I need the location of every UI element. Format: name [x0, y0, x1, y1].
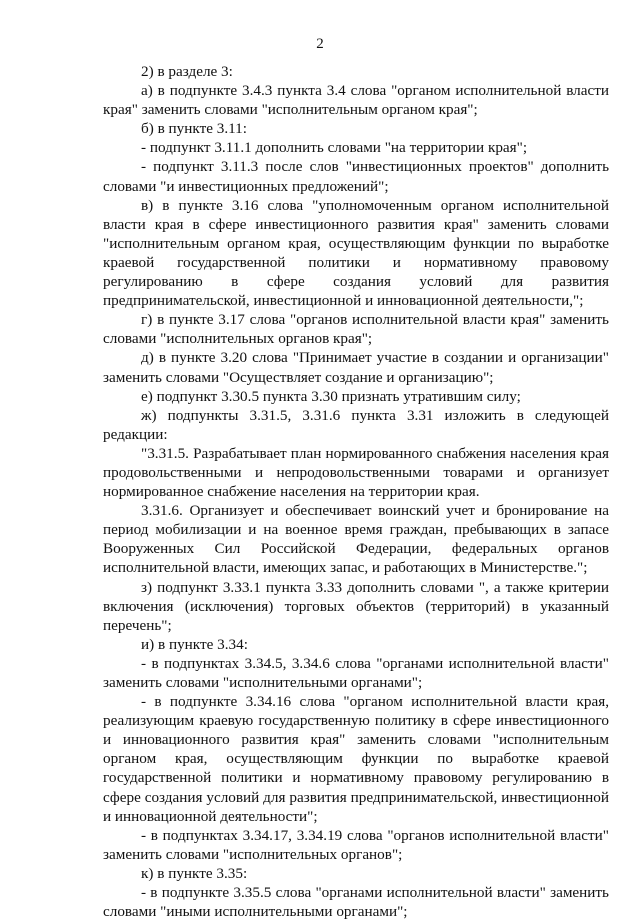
paragraph: ж) подпункты 3.31.5, 3.31.6 пункта 3.31 изложить в следующей редакции: [103, 406, 609, 443]
paragraph: а) в подпункте 3.4.3 пункта 3.4 слова "органом исполнительной власти края" заменить словами "исполнительным органом края"; [103, 82, 609, 119]
paragraph: в) в пункте 3.16 слова "уполномоченным органом исполнительной власти края в сфере инвестиционного развития края" заменить словами "исполнительным органом края, осуществляющим функции по выработке краевой государственной политики и нормативному правовому регулированию в сфере создания условий для развития предпринимательской, инвестиционной и инновационной деятельности,"; [103, 196, 609, 310]
paragraph: - в подпунктах 3.34.17, 3.34.19 слова "органов исполнительной власти" заменить словами "исполнительных органов"; [103, 826, 609, 863]
paragraph: "3.31.5. Разрабатывает план нормированного снабжения населения края продовольственными и непродовольственными товарами и организует нормированное снабжение населения на территории края. [103, 444, 609, 501]
paragraph: 3.31.6. Организует и обеспечивает воинский учет и бронирование на период мобилизации и на военное время граждан, пребывающих в запасе Вооруженных Сил Российской Федерации, федеральных органов исполнительной власти, имеющих запас, и работающих в Министерстве."; [103, 502, 609, 577]
paragraph: б) в пункте 3.11: [141, 120, 247, 138]
paragraph: - в подпунктах 3.34.5, 3.34.6 слова "органами исполнительной власти" заменить словами "исполнительными органами"; [103, 654, 609, 691]
paragraph: - подпункт 3.11.3 после слов "инвестиционных проектов" дополнить словами "и инвестиционных предложений"; [103, 158, 609, 195]
paragraph: 2) в разделе 3: [141, 63, 233, 80]
paragraph: - в подпункте 3.35.5 слова "органами исполнительной власти" заменить словами "иными исполнительными органами"; [103, 884, 609, 921]
paragraph: и) в пункте 3.34: [141, 635, 248, 653]
paragraph: д) в пункте 3.20 слова "Принимает участие в создании и организации" заменить словами "Осуществляет создание и организацию"; [103, 349, 609, 386]
document-body [103, 62, 609, 921]
page-number: 2 [316, 36, 324, 52]
paragraph: е) подпункт 3.30.5 пункта 3.30 признать утратившим силу; [141, 387, 521, 405]
paragraph: - подпункт 3.11.1 дополнить словами "на территории края"; [141, 139, 528, 157]
paragraph: - в подпункте 3.34.16 слова "органом исполнительной власти края, реализующим краевую государственную политику в сфере инвестиционного и инновационного развития края" заменить словами "исполнительным органом края, осуществляющим функции по выработке краевой государственной политики и нормативному правовому регулированию в сфере создания условий для развития предпринимательской, инвестиционной и инновационной деятельности"; [103, 693, 609, 825]
paragraph: к) в пункте 3.35: [141, 864, 248, 882]
paragraph: з) подпункт 3.33.1 пункта 3.33 дополнить словами ", а также критерии включения (исключения) торговых объектов (территорий) в указанный перечень"; [103, 578, 609, 634]
paragraph: г) в пункте 3.17 слова "органов исполнительной власти края" заменить словами "исполнительных органов края"; [103, 311, 609, 348]
